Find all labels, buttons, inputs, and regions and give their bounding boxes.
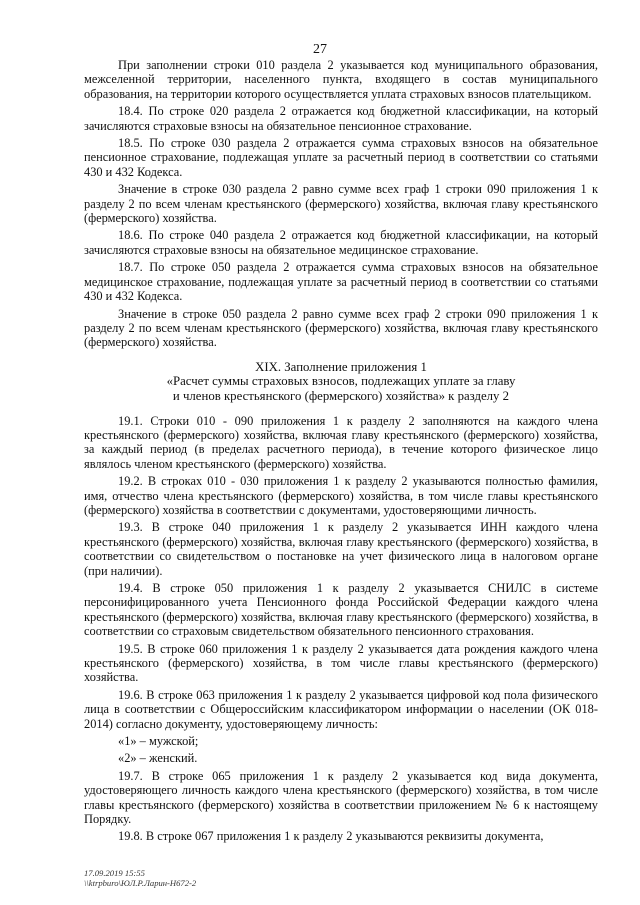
paragraph: 19.2. В строках 010 - 030 приложения 1 к разделу 2 указываются полностью фамилия, имя, отчество члена крестьянского (фермерского) хозяйства, в том числе главы крестьянского (фермерского) хозяйства в соответствии с документами, удостоверяющими личность. bbox=[84, 474, 598, 517]
page-number: 27 bbox=[313, 42, 327, 57]
paragraph: 19.4. В строке 050 приложения 1 к разделу 2 указывается СНИЛС в системе персонифицированного учета Пенсионного фонда Российской Федерации каждого члена крестьянского (фермерского) хозяйства, включая главу крестьянского (фермерского) хозяйства, в соответствии со страховым свидетельством обязательного пенсионного страхования. bbox=[84, 580, 598, 639]
footer-stamp bbox=[84, 868, 196, 888]
list-item: «2» – женский. bbox=[118, 751, 198, 766]
footer-timestamp: 17.09.2019 15:55 bbox=[84, 868, 145, 878]
paragraph: Значение в строке 030 раздела 2 равно сумме всех граф 1 строки 090 приложения 1 к разделу 2 по всем членам крестьянского (фермерского) хозяйства, включая главу крестьянского (фермерского) хозяйства. bbox=[84, 182, 598, 226]
paragraph: 19.3. В строке 040 приложения 1 к разделу 2 указывается ИНН каждого члена крестьянского (фермерского) хозяйства, включая главу крестьянского (фермерского) хозяйства, в соответствии со свидетельством о постановке на учет физического лица в налоговом органе (при наличии). bbox=[84, 520, 598, 578]
paragraph: 18.5. По строке 030 раздела 2 отражается сумма страховых взносов на обязательное пенсионное страхование, подлежащая уплате за расчетный период в соответствии со статьями 430 и 432 Кодекса. bbox=[84, 136, 598, 179]
list-item: «1» – мужской; bbox=[118, 734, 199, 749]
paragraph: 19.1. Строки 010 - 090 приложения 1 к разделу 2 заполняются на каждого члена крестьянского (фермерского) хозяйства, включая главу крестьянского (фермерского) хозяйства, за каждый период (в пределах расчетного периода), в течение которого физическое лицо являлось членом крестьянского (фермерского) хозяйства. bbox=[84, 413, 598, 471]
footer-file-path: \\ktrpburo\ЮЛ.Р.Ларин-Н672-2 bbox=[84, 878, 197, 888]
paragraph: 18.6. По строке 040 раздела 2 отражается код бюджетной классификации, на который зачисляются страховые взносы на обязательное медицинское страхование. bbox=[84, 228, 598, 257]
paragraph: 19.6. В строке 063 приложения 1 к разделу 2 указывается цифровой код пола физического лица в соответствии с Общероссийским классификатором информации о населении (ОК 018-2014) согласно документу, удостоверяющему личность: bbox=[84, 687, 598, 731]
paragraph: 19.5. В строке 060 приложения 1 к разделу 2 указывается дата рождения каждого члена крестьянского (фермерского) хозяйства, в том числе главы крестьянского (фермерского) хозяйства. bbox=[84, 641, 598, 685]
paragraph: Значение в строке 050 раздела 2 равно сумме всех граф 2 строки 090 приложения 1 к разделу 2 по всем членам крестьянского (фермерского) хозяйства, включая главу крестьянского (фермерского) хозяйства. bbox=[84, 306, 598, 350]
section-heading-subtitle-2: и членов крестьянского (фермерского) хозяйства» к разделу 2 bbox=[172, 388, 510, 403]
section-heading-title: XIX. Заполнение приложения 1 bbox=[255, 359, 427, 374]
paragraph: При заполнении строки 010 раздела 2 указывается код муниципального образования, межселенной территории, населенного пункта, входящего в состав муниципального образования, на территории которого осуществляется уплата страховых взносов плательщиком. bbox=[84, 58, 598, 101]
paragraph: 19.8. В строке 067 приложения 1 к разделу 2 указываются реквизиты документа, bbox=[118, 829, 544, 844]
paragraph: 19.7. В строке 065 приложения 1 к разделу 2 указывается код вида документа, удостоверяющего личность каждого члена крестьянского (фермерского) хозяйства, в том числе главы крестьянского (фермерского) хозяйства в соответствии приложением № 6 к настоящему Порядку. bbox=[84, 768, 598, 827]
document-body bbox=[84, 58, 598, 847]
paragraph: 18.4. По строке 020 раздела 2 отражается код бюджетной классификации, на который зачисляются страховые взносы на обязательное пенсионное страхование. bbox=[84, 104, 598, 133]
paragraph: 18.7. По строке 050 раздела 2 отражается сумма страховых взносов на обязательное медицинское страхование, подлежащая уплате за расчетный период в соответствии со статьями 430 и 432 Кодекса. bbox=[84, 260, 598, 304]
section-heading-subtitle-1: «Расчет суммы страховых взносов, подлежащих уплате за главу bbox=[166, 374, 516, 389]
